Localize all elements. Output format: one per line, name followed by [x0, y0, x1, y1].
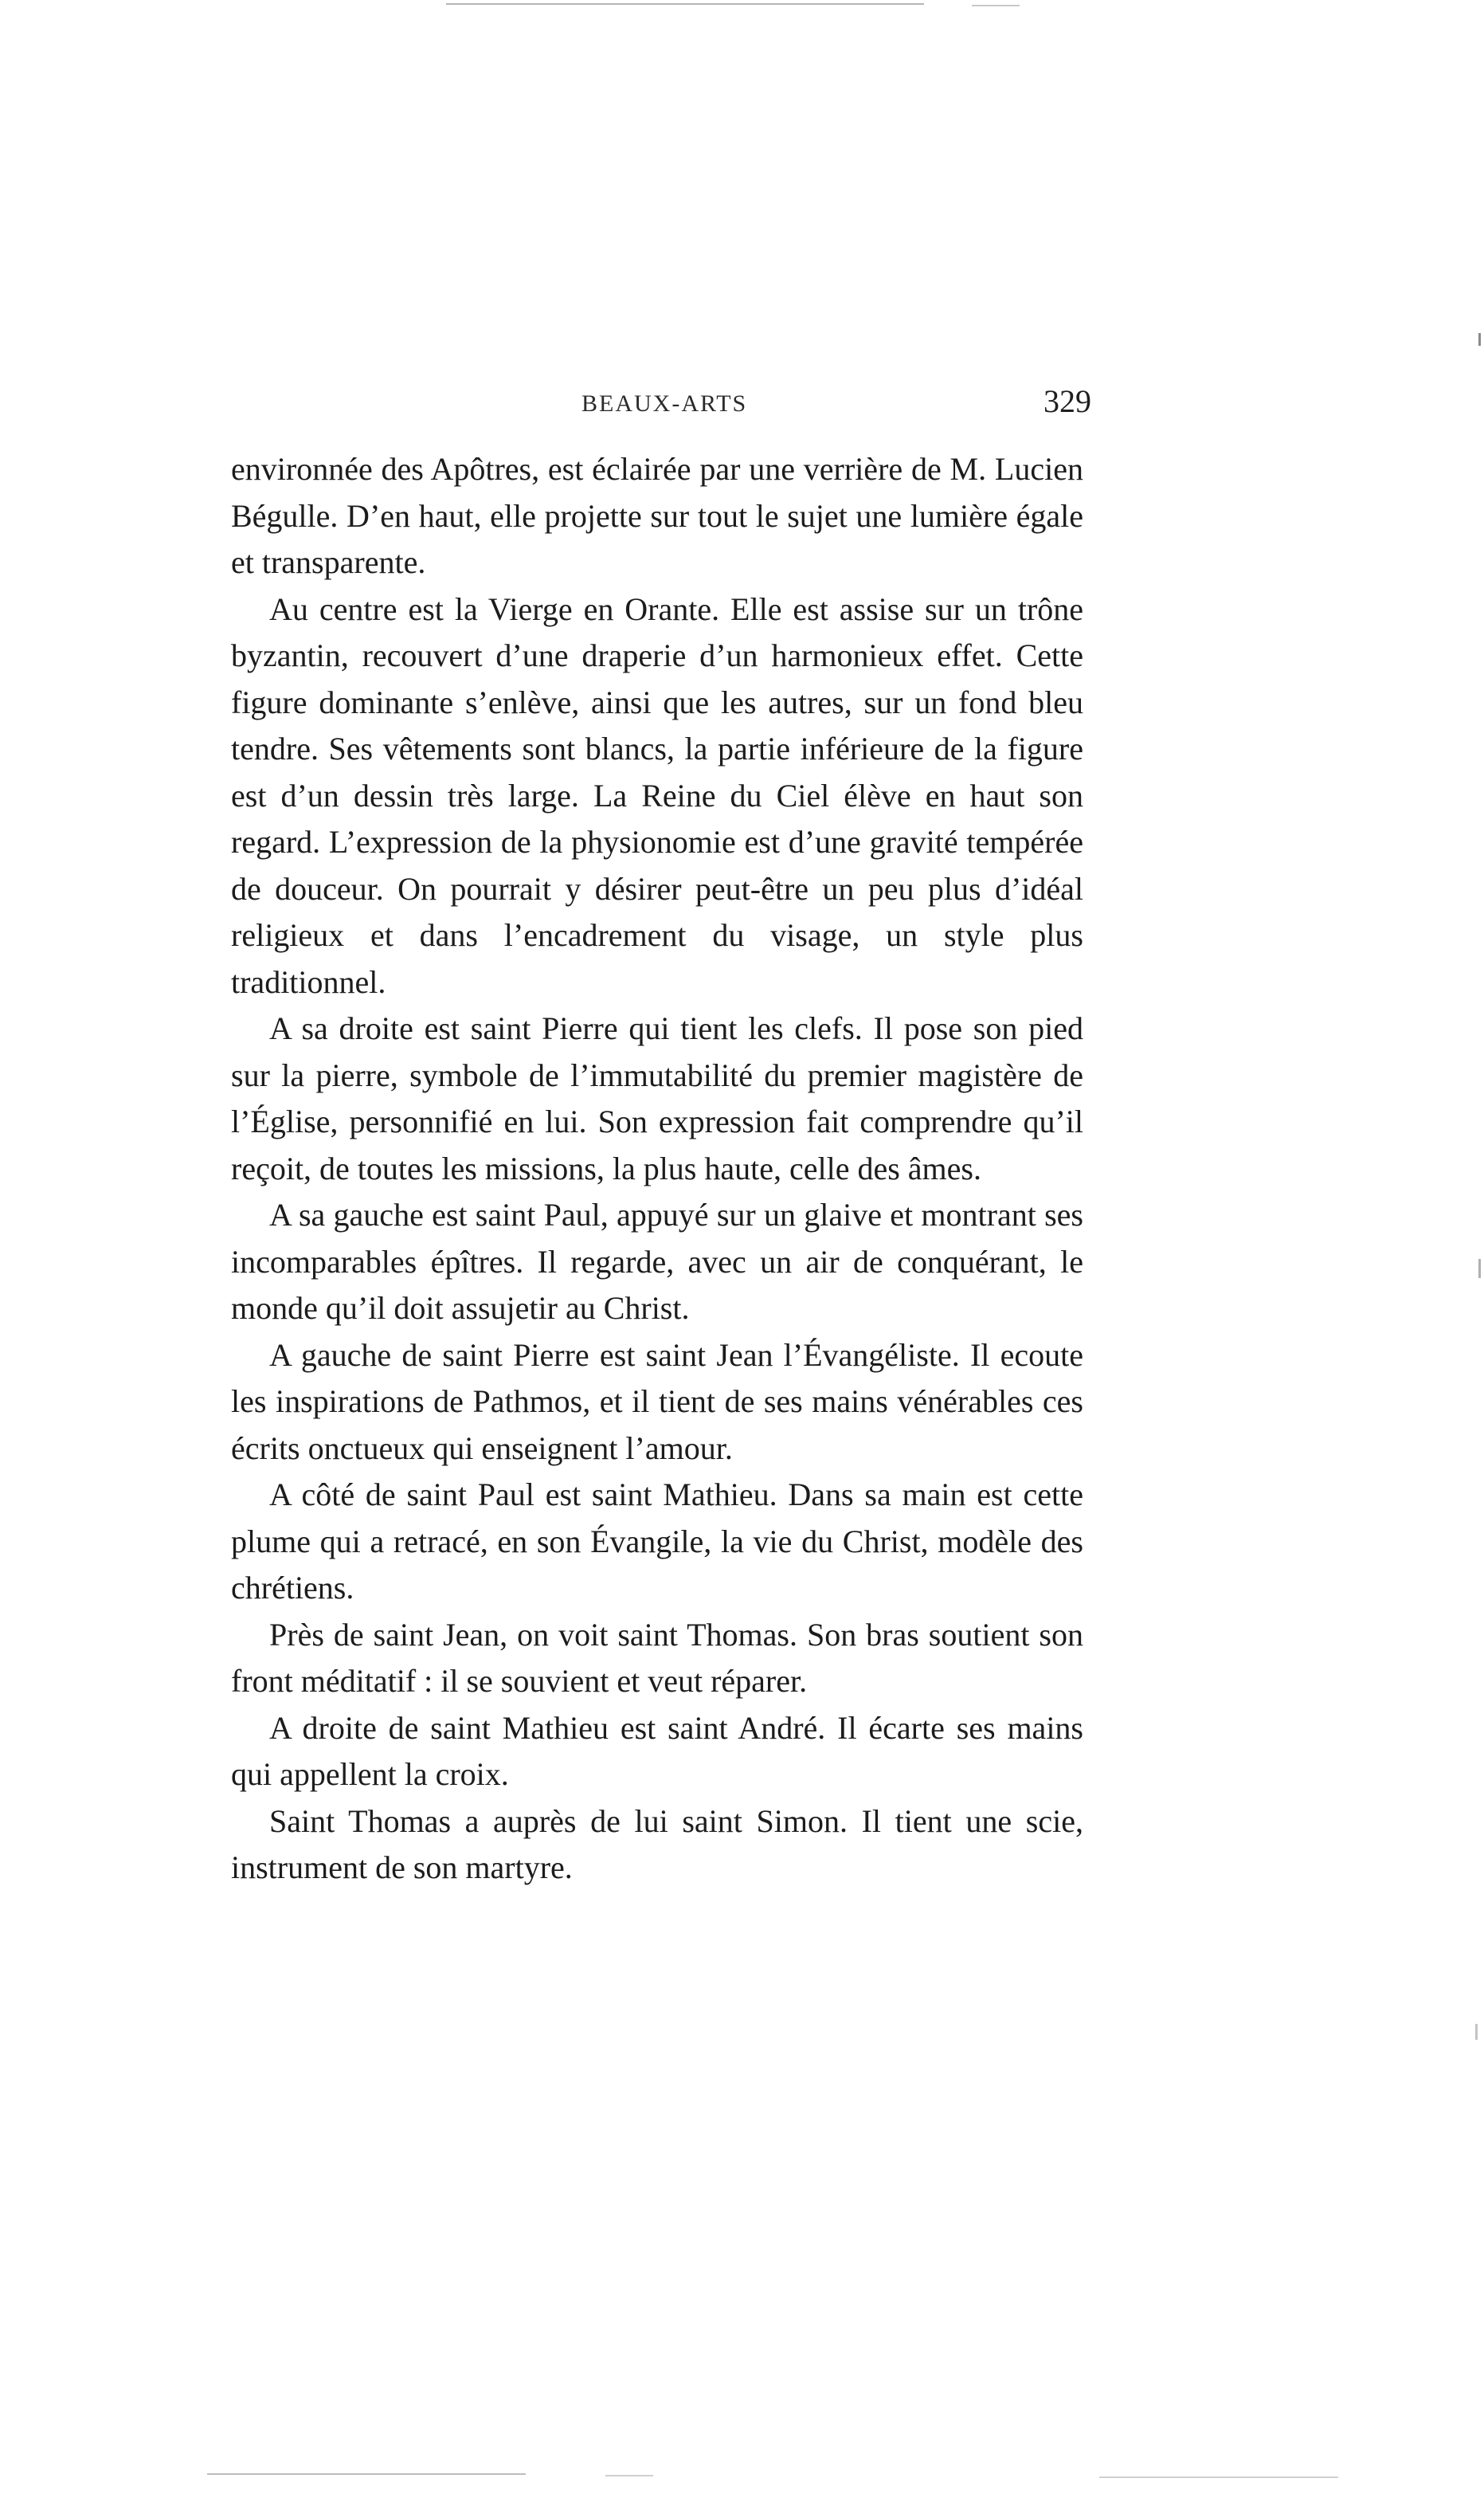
paragraph: Près de saint Jean, on voit saint Thomas. Son bras soutient son front méditatif : il se souvient et veut réparer. — [231, 1616, 1083, 1699]
scan-artifact-rule — [446, 3, 924, 5]
paragraph: A gauche de saint Pierre est saint Jean l’Évangéliste. Il ecoute les inspirations de Pathmos, et il tient de ses mains vénérables ces écrits onctueux qui enseignent l’amour. — [231, 1336, 1083, 1466]
body-text — [231, 446, 1083, 1928]
scan-artifact-rule — [605, 2475, 653, 2476]
scan-edge-mark — [1478, 333, 1481, 346]
paragraph: environnée des Apôtres, est éclairée par une verrière de M. Lucien Bégulle. D’en haut, elle projette sur tout le sujet une lumière égale et transparente. — [231, 451, 1083, 580]
paragraph: A sa gauche est saint Paul, appuyé sur un glaive et montrant ses incomparables épîtres. Il regarde, avec un air de conquérant, le monde qu’il doit assujetir au Christ. — [231, 1197, 1083, 1326]
scan-edge-mark — [1475, 2024, 1478, 2040]
paragraph: Saint Thomas a auprès de lui saint Simon. Il tient une scie, instrument de son martyre. — [231, 1802, 1083, 1885]
paragraph: A droite de saint Mathieu est saint André. Il écarte ses mains qui appellent la croix. — [231, 1709, 1083, 1792]
scan-artifact-rule — [972, 5, 1020, 6]
scan-artifact-rule — [1099, 2476, 1338, 2478]
scan-edge-mark — [1478, 1259, 1481, 1278]
running-head — [231, 374, 1091, 422]
running-title: BEAUX-ARTS — [581, 390, 748, 417]
paragraph: Au centre est la Vierge en Orante. Elle est assise sur un trône byzantin, recouvert d’une draperie d’un harmonieux effet. Cette figure dominante s’enlève, ainsi que les autres, sur un fond bleu tendre. Ses vêtements sont blancs, la partie inférieure de la figure est d’un dessin très large. La Reine du Ciel élève en haut son regard. L’expression de la physionomie est d’une gravité tempérée de douceur. On pourrait y désirer peut-être un peu plus d’idéal religieux et dans l’encadrement du visage, un style plus traditionnel. — [231, 590, 1083, 1000]
paragraph: A côté de saint Paul est saint Mathieu. Dans sa main est cette plume qui a retracé, en son Évangile, la vie du Christ, modèle des chrétiens. — [231, 1476, 1083, 1606]
scan-artifact-rule — [207, 2473, 526, 2475]
paragraph: A sa droite est saint Pierre qui tient les clefs. Il pose son pied sur la pierre, symbole de l’immutabilité du premier magistère de l’Église, personnifié en lui. Son expression fait comprendre qu’il reçoit, de toutes les missions, la plus haute, celle des âmes. — [231, 1010, 1083, 1186]
page-number: 329 — [1043, 383, 1091, 419]
